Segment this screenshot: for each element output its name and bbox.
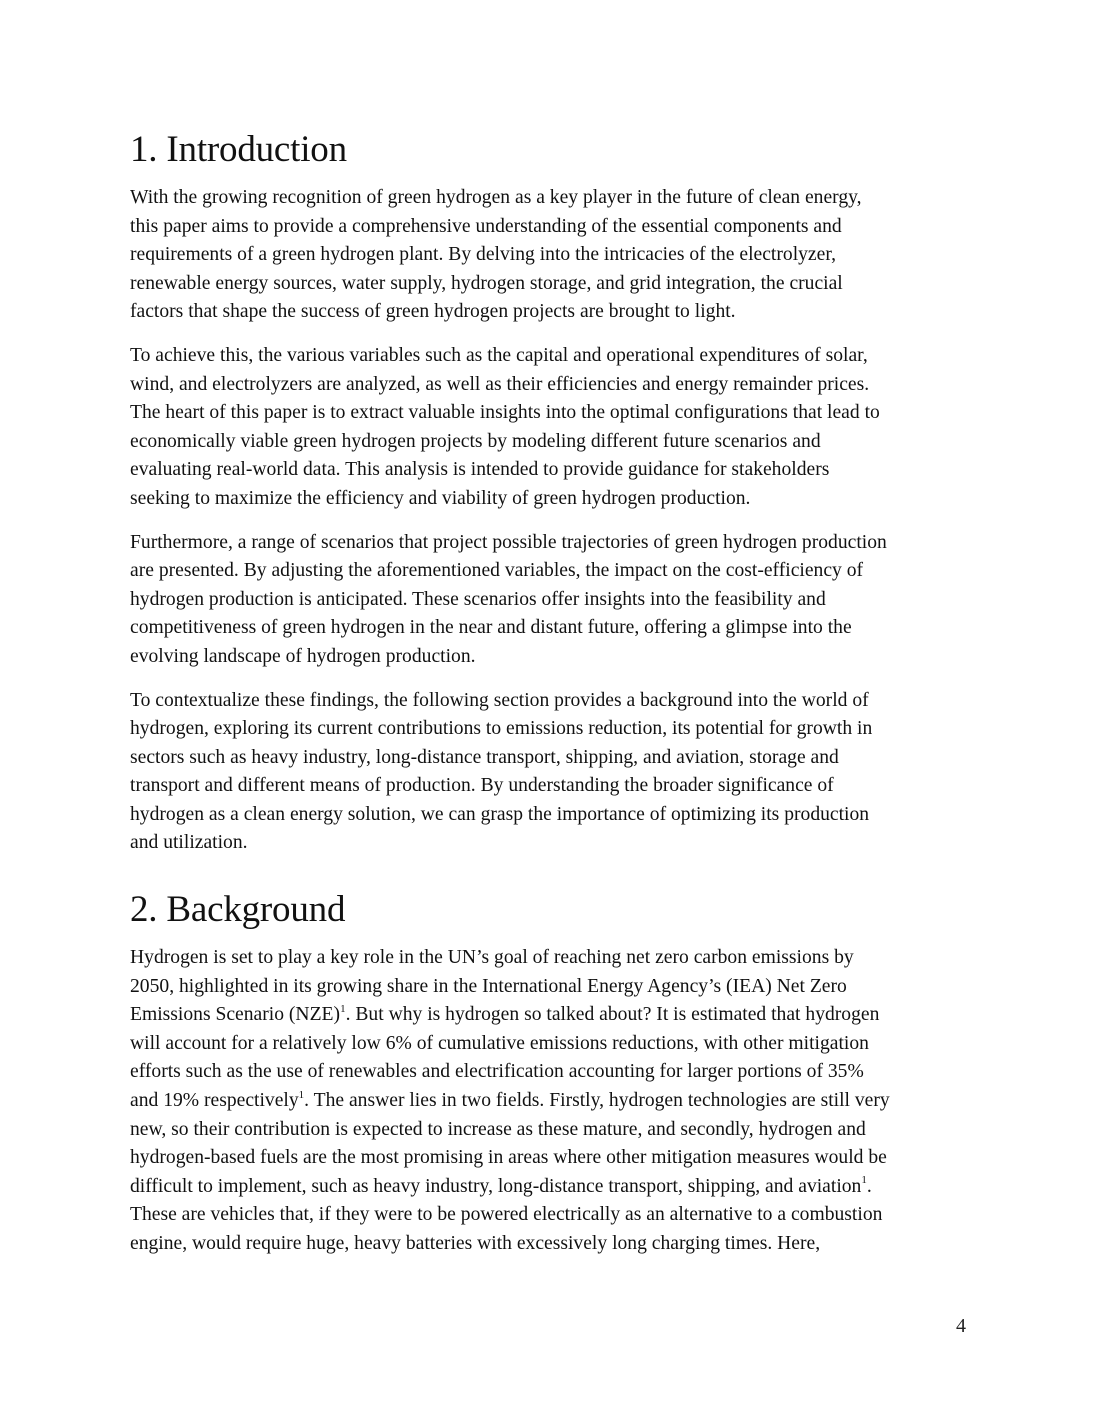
text-segment: difficult to implement, such as heavy industry, long-distance transport, shipping, and aviation xyxy=(130,1175,862,1197)
text-line: hydrogen, exploring its current contributions to emissions reduction, its potential for growth in xyxy=(130,718,873,740)
section-heading-background: 2. Background xyxy=(130,889,346,931)
text-line: engine, would require huge, heavy batteries with excessively long charging times. Here, xyxy=(130,1233,821,1254)
text-line: To achieve this, the various variables such as the capital and operational expenditures of solar, xyxy=(130,344,868,366)
text-line: With the growing recognition of green hydrogen as a key player in the future of clean energy, xyxy=(130,187,862,208)
text-line: sectors such as heavy industry, long-distance transport, shipping, and aviation, storage and xyxy=(130,746,839,768)
text-line: competitiveness of green hydrogen in the near and distant future, offering a glimpse into the xyxy=(130,617,852,639)
intro-paragraph-2 xyxy=(130,342,975,514)
text-line xyxy=(130,1087,975,1116)
text-line: factors that shape the success of green hydrogen projects are brought to light. xyxy=(130,301,736,323)
intro-paragraph-4 xyxy=(130,687,975,859)
text-line: hydrogen production is anticipated. These scenarios offer insights into the feasibility and xyxy=(130,588,826,610)
text-segment: . xyxy=(866,1175,872,1197)
text-segment: Emissions Scenario (NZE) xyxy=(130,1004,341,1026)
text-line: seeking to maximize the efficiency and viability of green hydrogen production. xyxy=(130,487,751,509)
text-line: Hydrogen is set to play a key role in the UN’s goal of reaching net zero carbon emissions by xyxy=(130,947,854,969)
text-line: To contextualize these findings, the following section provides a background into the world of xyxy=(130,689,869,711)
footnote-reference[interactable]: 1 xyxy=(861,1174,867,1187)
text-line: and utilization. xyxy=(130,832,248,854)
footnote-reference[interactable]: 1 xyxy=(298,1088,305,1101)
section-background xyxy=(130,888,975,1259)
section-introduction xyxy=(130,128,975,858)
text-line: are presented. By adjusting the aforementioned variables, the impact on the cost-efficiency of xyxy=(130,560,864,582)
footnote-reference[interactable]: 1 xyxy=(340,1002,346,1015)
text-line: will account for a relatively low 6% of cumulative emissions reductions, with other mitigation xyxy=(130,1032,869,1054)
text-line: hydrogen-based fuels are the most promising in areas where other mitigation measures would be xyxy=(130,1147,887,1169)
document-page xyxy=(130,128,975,1274)
text-line: this paper aims to provide a comprehensive understanding of the essential components and xyxy=(130,215,842,237)
text-line: renewable energy sources, water supply, hydrogen storage, and grid integration, the crucial xyxy=(130,272,843,294)
text-line: evolving landscape of hydrogen production. xyxy=(130,645,476,667)
text-segment: . But why is hydrogen so talked about? It is estimated that hydrogen xyxy=(345,1004,880,1026)
text-line: efforts such as the use of renewables and electrification accounting for larger portions of 35% xyxy=(130,1061,864,1083)
text-line: transport and different means of production. By understanding the broader significance of xyxy=(130,775,834,797)
text-line: wind, and electrolyzers are analyzed, as well as their efficiencies and energy remainder prices. xyxy=(130,373,870,395)
text-line: Furthermore, a range of scenarios that project possible trajectories of green hydrogen production xyxy=(130,531,887,553)
text-line: new, so their contribution is expected to increase as these mature, and secondly, hydrogen and xyxy=(130,1118,866,1140)
text-segment: . The answer lies in two fields. Firstly, hydrogen technologies are still very xyxy=(304,1090,890,1112)
section-heading-introduction: 1. Introduction xyxy=(130,129,347,170)
text-line xyxy=(130,1173,975,1202)
text-line: economically viable green hydrogen projects by modeling different future scenarios and xyxy=(130,430,821,452)
text-line: hydrogen as a clean energy solution, we can grasp the importance of optimizing its production xyxy=(130,803,870,825)
text-line: 2050, highlighted in its growing share in the International Energy Agency’s (IEA) Net Zero xyxy=(130,975,847,997)
intro-paragraph-3 xyxy=(130,529,975,672)
text-line: These are vehicles that, if they were to be powered electrically as an alternative to a combustion xyxy=(130,1204,883,1226)
text-line xyxy=(130,1001,975,1030)
intro-paragraph-1 xyxy=(130,184,975,327)
text-line: The heart of this paper is to extract valuable insights into the optimal configurations that lead to xyxy=(130,402,880,424)
background-paragraph-1 xyxy=(130,944,975,1259)
page-number: 4 xyxy=(956,1315,966,1337)
text-line: requirements of a green hydrogen plant. By delving into the intricacies of the electrolyzer, xyxy=(130,244,836,266)
text-segment: and 19% respectively xyxy=(130,1090,299,1112)
text-line: evaluating real-world data. This analysis is intended to provide guidance for stakeholders xyxy=(130,459,830,481)
